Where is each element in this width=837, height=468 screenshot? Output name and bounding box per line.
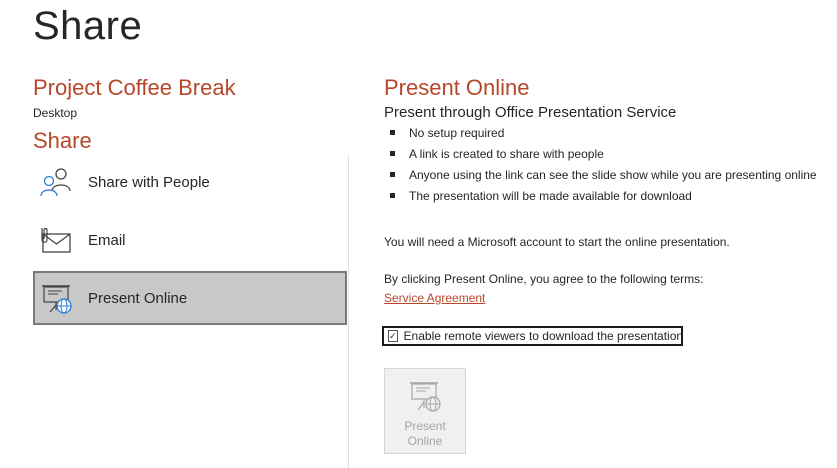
present-online-icon: [407, 379, 443, 413]
checkbox[interactable]: [388, 330, 398, 342]
list-item: A link is created to share with people: [384, 144, 817, 165]
panel-subtitle: Present through Office Presentation Service: [384, 104, 677, 121]
present-online-icon: [39, 280, 75, 316]
present-online-button[interactable]: [384, 368, 466, 454]
document-location: Desktop: [33, 106, 78, 120]
check-icon: ✓: [389, 331, 397, 341]
list-item: The presentation will be made available for download: [384, 186, 817, 207]
enable-download-checkbox[interactable]: [382, 326, 683, 346]
feature-list: [384, 123, 817, 207]
vertical-divider: [348, 155, 349, 468]
email-icon: [37, 222, 73, 258]
panel-title: Present Online: [384, 75, 530, 100]
nav-label: Present Online: [88, 289, 188, 307]
share-section-title: Share: [33, 128, 92, 153]
nav-present-online[interactable]: [33, 271, 347, 325]
list-item: No setup required: [384, 123, 817, 144]
account-note: You will need a Microsoft account to start the online presentation.: [384, 235, 730, 249]
people-share-icon: [37, 164, 73, 200]
button-label: Present Online: [404, 419, 446, 448]
list-item: Anyone using the link can see the slide show while you are presenting online: [384, 165, 817, 186]
service-agreement-link[interactable]: Service Agreement: [384, 291, 486, 305]
nav-email[interactable]: [33, 213, 347, 267]
page-title: Share: [33, 4, 143, 48]
nav-label: Email: [88, 231, 126, 249]
document-title: Project Coffee Break: [33, 75, 236, 100]
terms-text: By clicking Present Online, you agree to the following terms:: [384, 272, 704, 286]
nav-label: Share with People: [88, 173, 210, 191]
checkbox-label: Enable remote viewers to download the presentation: [403, 329, 684, 343]
nav-share-with-people[interactable]: [33, 155, 347, 209]
